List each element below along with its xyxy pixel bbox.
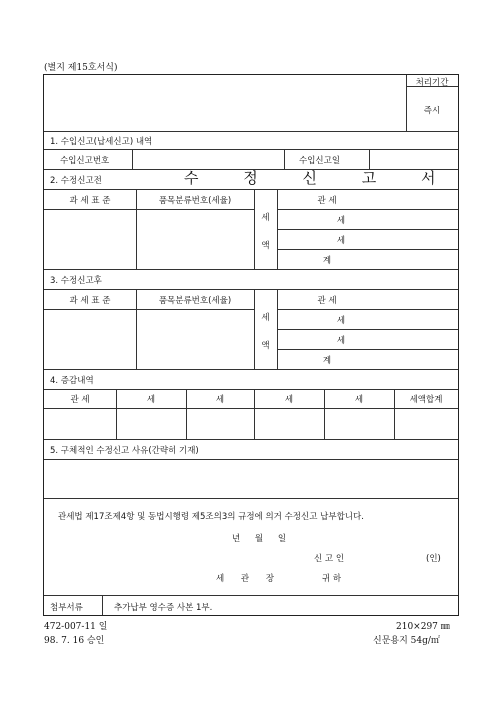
declaration-date-field[interactable] — [370, 150, 458, 168]
declaration-number-field[interactable] — [133, 150, 283, 168]
s2-tax-row-customs: 관 세 — [317, 196, 337, 206]
s3-tax-base-field[interactable] — [45, 310, 135, 368]
processing-period-label: 처리기간 — [415, 78, 449, 88]
processing-period-value: 즉시 — [423, 106, 441, 116]
s3-col-item-code: 품목분류번호(세율) — [158, 296, 232, 306]
reason-field[interactable] — [45, 460, 457, 497]
legal-statement: 관세법 제17조제4항 및 동법시행령 제5조의3의 규정에 의거 수정신고 납부합니다. — [58, 512, 364, 522]
s3-tax-row-customs: 관 세 — [317, 296, 337, 306]
footer-approval: 98. 7. 16 승인 — [44, 636, 105, 646]
declaration-number-label: 수입신고번호 — [60, 156, 110, 166]
s2-col-tax-base: 과 세 표 준 — [69, 196, 111, 206]
form-frame — [43, 74, 459, 616]
s2-col-item-code: 품목분류번호(세율) — [158, 196, 232, 206]
section1-heading: 1. 수입신고(납세신고) 내역 — [50, 137, 153, 147]
s4-col-3: 세 — [215, 395, 225, 405]
s2-tax-base-field[interactable] — [45, 210, 135, 268]
declaration-date-label: 수입신고일 — [299, 156, 341, 166]
s2-tax-label-bottom: 액 — [261, 241, 270, 251]
s4-col-5: 세 — [354, 395, 364, 405]
s3-tax-label-top: 세 — [261, 313, 270, 323]
s4-col-2: 세 — [146, 395, 156, 405]
section4-heading: 4. 증감내역 — [50, 376, 94, 386]
s3-item-code-field[interactable] — [137, 310, 253, 368]
attachment-label: 첨부서류 — [50, 603, 83, 613]
footer-paper-type: 신문용지 54g/㎡ — [373, 636, 440, 646]
section3-heading: 3. 수정신고후 — [50, 276, 102, 286]
form-title: 수 정 신 고 서 — [184, 169, 456, 187]
s3-col-tax-base: 과 세 표 준 — [69, 296, 111, 306]
s4-col-customs: 관 세 — [70, 395, 90, 405]
s4-col-total: 세액합계 — [409, 395, 443, 405]
s2-tax-row-total: 계 — [322, 256, 332, 266]
declarant-label: 신 고 인 — [314, 554, 345, 564]
footer-paper-size: 210×297 ㎜ — [396, 622, 450, 632]
s4-col-4: 세 — [284, 395, 294, 405]
section5-heading: 5. 구체적인 수정신고 사유(간략히 기재) — [50, 446, 199, 456]
s3-tax-row-total: 계 — [322, 356, 332, 366]
seal-mark: (인) — [426, 554, 441, 564]
attachment-value: 추가납부 영수증 사본 1부. — [114, 603, 213, 613]
addressee-label: 세 관 장 — [216, 574, 275, 584]
s2-item-code-field[interactable] — [137, 210, 253, 268]
s2-tax-label-top: 세 — [261, 213, 270, 223]
s2-tax-row-2: 세 — [336, 216, 346, 226]
section2-heading: 2. 수정신고전 — [50, 176, 102, 186]
s3-tax-row-3: 세 — [336, 336, 346, 346]
form-number-label: (별지 제15호서식) — [44, 63, 118, 73]
s3-tax-label-bottom: 액 — [261, 341, 270, 351]
s3-tax-row-2: 세 — [336, 316, 346, 326]
footer-form-code: 472-007-11 일 — [44, 622, 108, 632]
s2-tax-row-3: 세 — [336, 236, 346, 246]
honorific-label: 귀 하 — [322, 574, 342, 584]
date-line: 년 월 일 — [232, 534, 287, 544]
